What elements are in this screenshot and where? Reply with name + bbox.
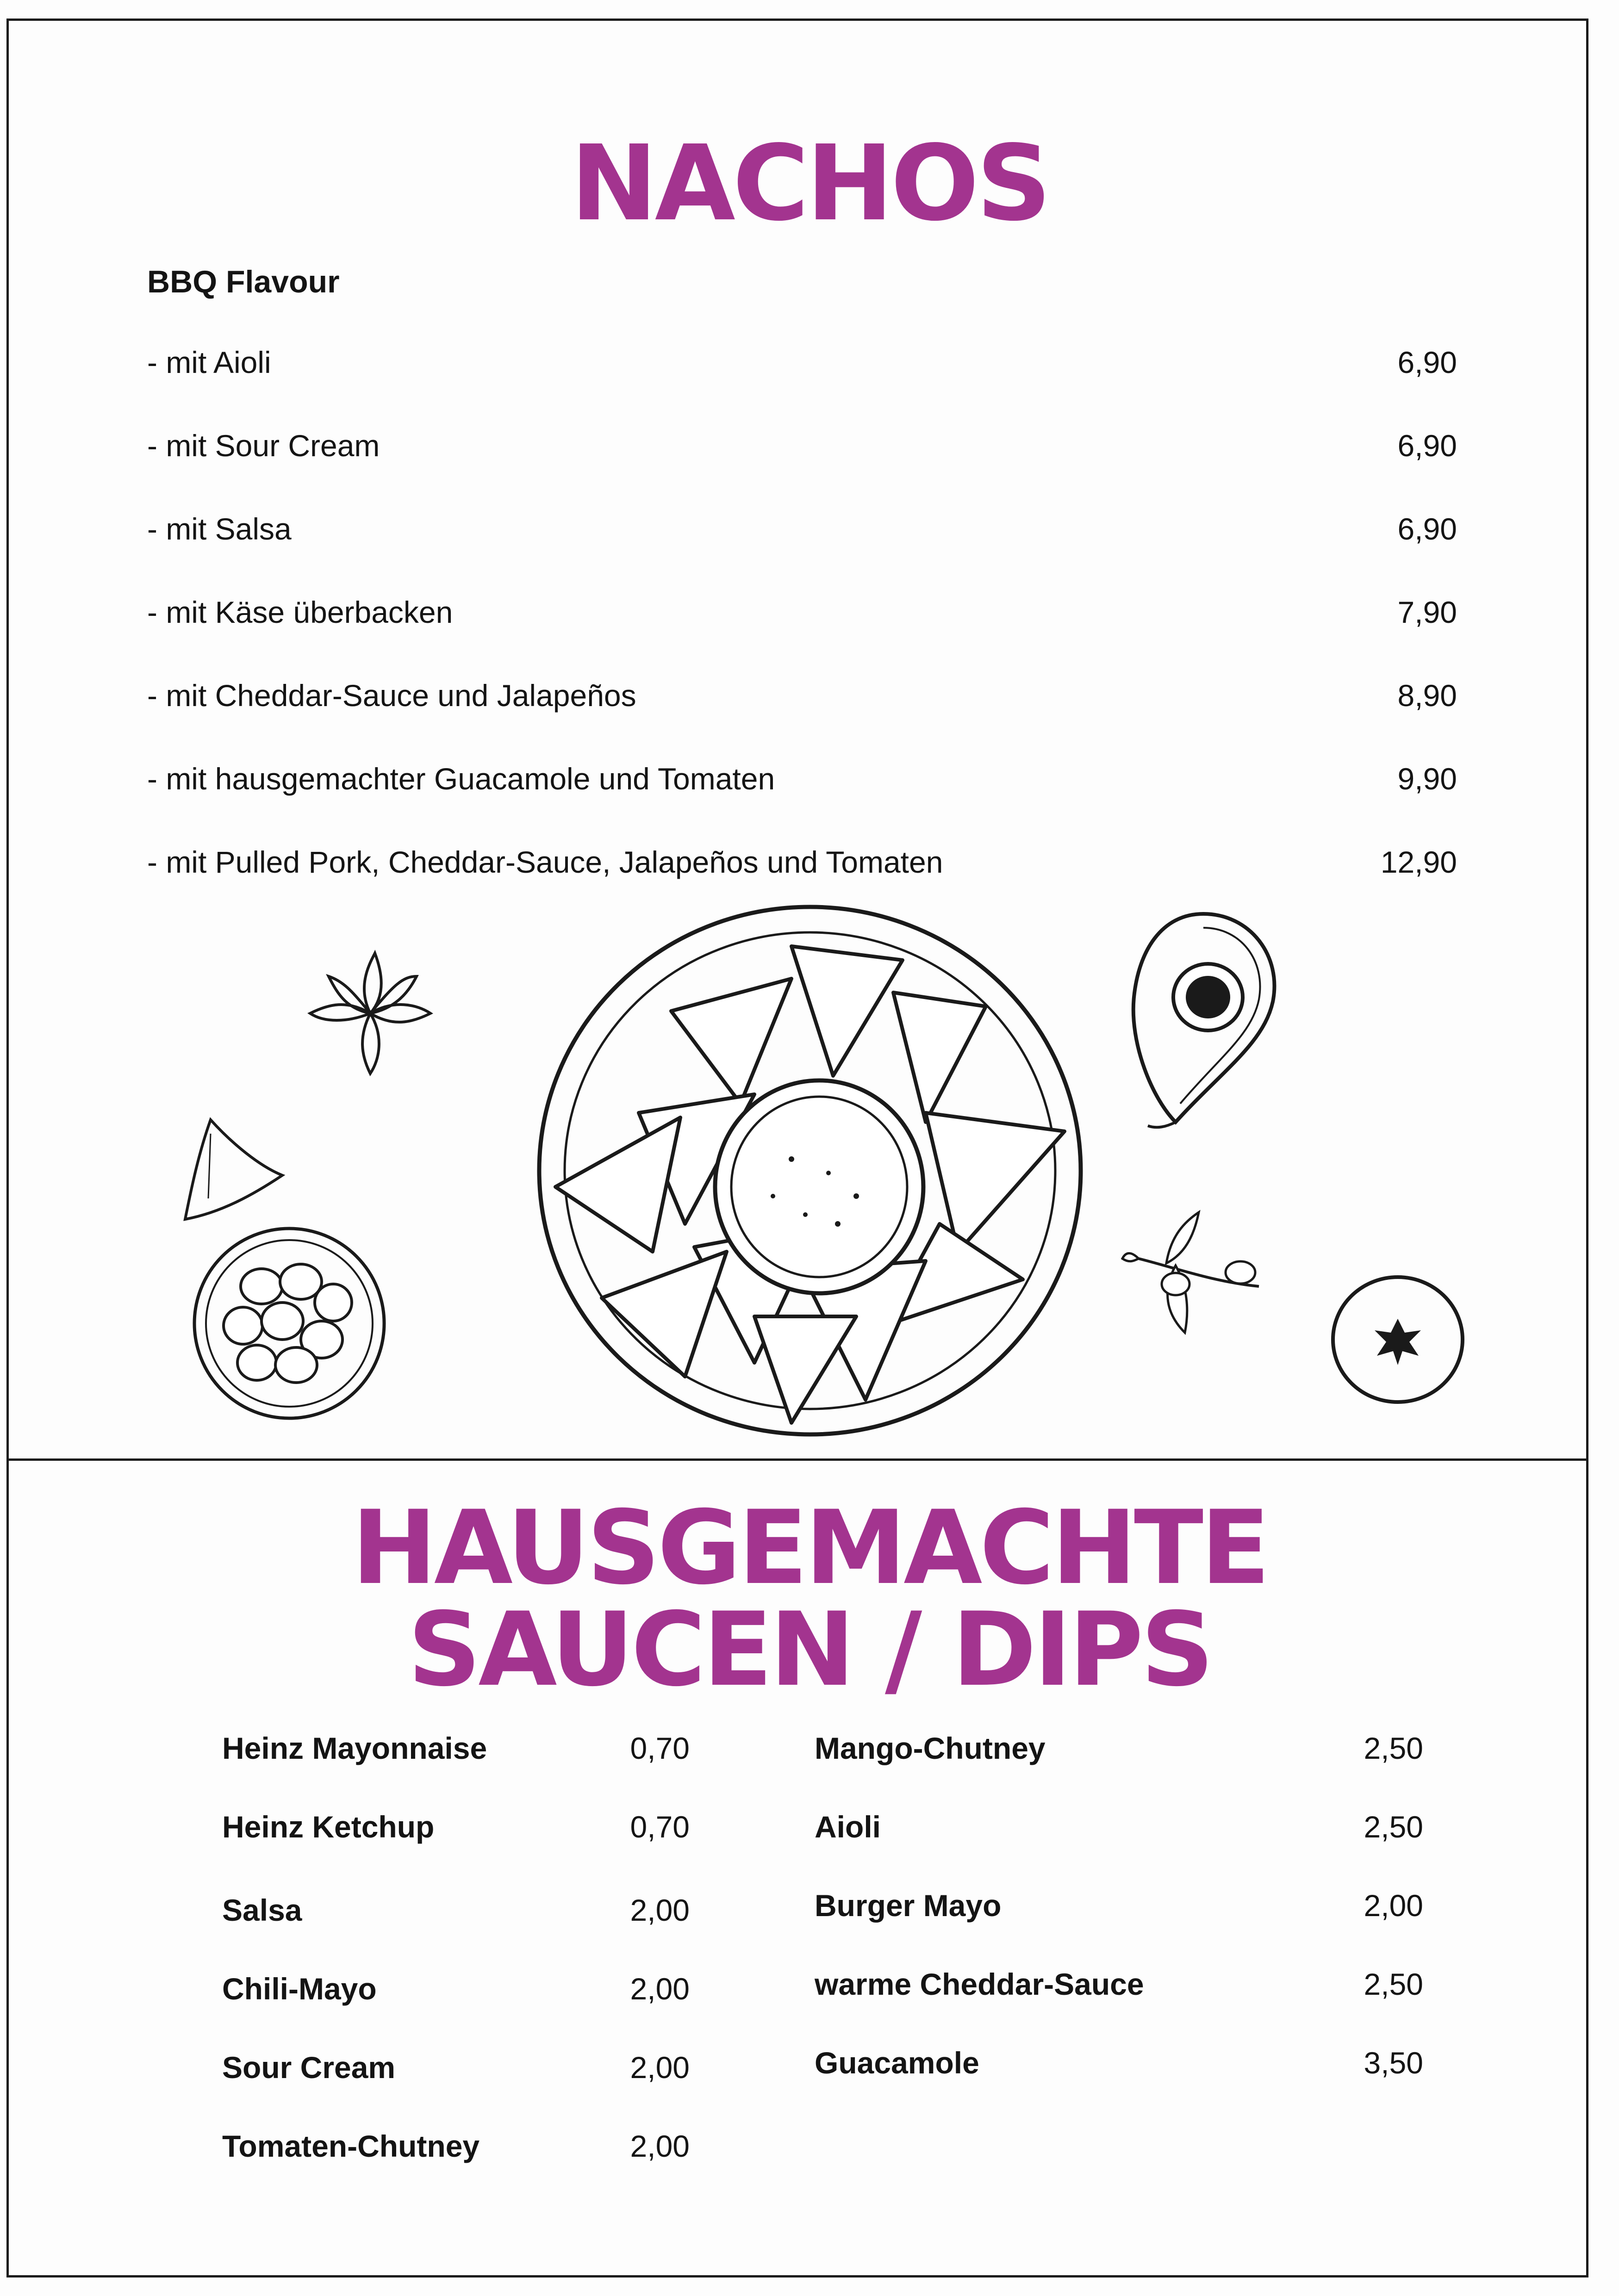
olive-branch-icon [1120,1203,1268,1342]
section-divider [6,1458,1588,1461]
item-label: - mit Sour Cream [147,428,380,463]
sauce-price: 2,00 [630,1972,690,2006]
sauce-label: Heinz Ketchup [222,1810,435,1844]
list-item [147,345,1457,386]
item-price: 9,90 [1397,762,1457,796]
list-item [222,2050,690,2091]
item-label: - mit Cheddar-Sauce und Jalapeños [147,678,636,713]
item-price: 12,90 [1380,845,1457,879]
sauce-label: Mango-Chutney [815,1731,1046,1765]
list-item [815,1967,1423,2008]
item-label: - mit Käse überbacken [147,595,453,629]
list-item [147,678,1457,720]
item-label: - mit hausgemachter Guacamole und Tomaten [147,762,775,796]
item-price: 6,90 [1397,428,1457,463]
list-item [222,1731,690,1772]
list-item [147,844,1457,886]
sauce-label: Sour Cream [222,2050,396,2085]
sauce-label: Burger Mayo [815,1888,1002,1923]
list-item [222,1971,690,2013]
sauce-label: Tomaten-Chutney [222,2129,480,2163]
item-label: - mit Salsa [147,512,292,546]
sauce-label: Salsa [222,1893,302,1927]
item-price: 6,90 [1397,345,1457,379]
sauce-label: Guacamole [815,2046,979,2080]
item-label: - mit Aioli [147,345,271,379]
sauce-price: 0,70 [630,1731,690,1765]
list-item [147,761,1457,803]
list-item [147,511,1457,553]
basil-icon [301,944,440,1083]
olive-bowl-icon [187,1222,391,1425]
item-price: 8,90 [1397,678,1457,713]
item-label: - mit Pulled Pork, Cheddar-Sauce, Jalapeños und Tomaten [147,845,943,879]
sauce-price: 0,70 [630,1810,690,1844]
sauce-price: 2,00 [630,1893,690,1927]
sauce-label: Heinz Mayonnaise [222,1731,487,1765]
list-item [147,428,1457,470]
list-item [222,2128,690,2170]
sauce-price: 3,50 [1364,2046,1423,2080]
nachos-subtitle: BBQ Flavour [147,264,340,299]
list-item [147,595,1457,636]
sauce-label: Aioli [815,1810,881,1844]
item-price: 6,90 [1397,512,1457,546]
list-item [815,1809,1423,1851]
list-item [222,1893,690,1934]
list-item [815,1888,1423,1930]
sauce-price: 2,00 [1364,1888,1423,1923]
sauce-price: 2,50 [1364,1967,1423,2001]
sauce-price: 2,00 [630,2129,690,2163]
list-item [222,1809,690,1851]
sauce-label: warme Cheddar-Sauce [815,1967,1144,2001]
list-item [815,2045,1423,2087]
saucen-title-line2: SAUCEN / DIPS [407,1590,1212,1709]
saucen-title-line1: HAUSGEMACHTE [351,1489,1268,1607]
sauce-price: 2,50 [1364,1731,1423,1765]
sauce-price: 2,00 [630,2050,690,2085]
nacho-chip-icon [176,1115,292,1226]
list-item [815,1731,1423,1772]
sauce-label: Chili-Mayo [222,1972,377,2006]
item-price: 7,90 [1397,595,1457,629]
tomato-icon [1328,1272,1467,1407]
avocado-icon [1115,905,1291,1145]
nachos-title: NACHOS [570,123,1049,244]
nacho-plate-icon [532,900,1088,1441]
sauce-price: 2,50 [1364,1810,1423,1844]
